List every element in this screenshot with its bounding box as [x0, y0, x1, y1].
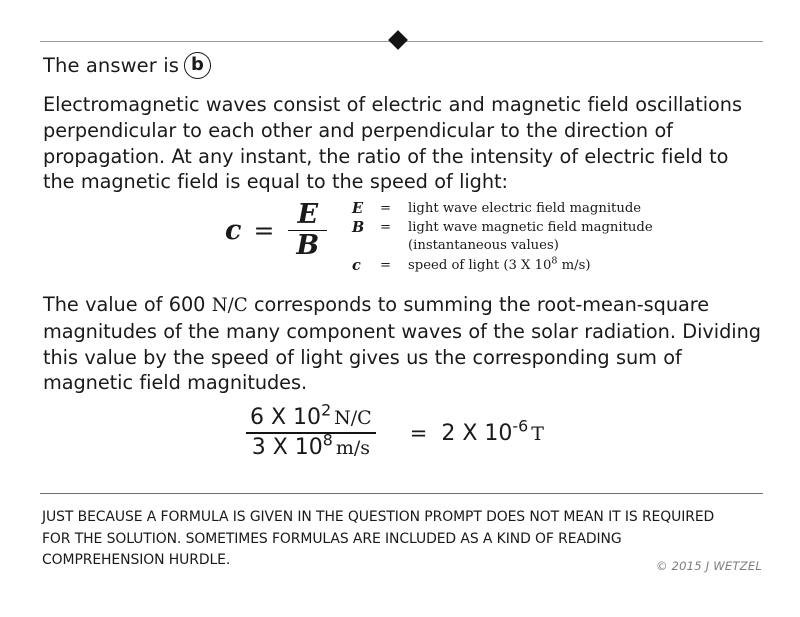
bottom-divider-line [40, 493, 763, 494]
final-calculation [246, 400, 544, 462]
explanation-paragraph-1: Electromagnetic waves consist of electric and magnetic field oscillations perpendicular to each other and perpendicular to the direction of propagation. At any instant, the ratio of the intensity of electric field to the magnetic field is equal to the speed of light: [43, 93, 742, 194]
copyright-notice: © 2015 J WETZEL [655, 559, 762, 573]
legend-symbol-b: B [352, 218, 365, 236]
legend-equals-b: = [380, 219, 392, 235]
legend-desc-b: light wave magnetic field magnitude [408, 219, 653, 235]
legend-desc-c-post: m/s) [557, 257, 591, 273]
formula-equals-sign: = [253, 216, 275, 245]
legend-symbol-e: E [352, 200, 364, 217]
footnote-tip: JUST BECAUSE A FORMULA IS GIVEN IN THE QUESTION PROMPT DOES NOT MEAN IT IS REQUIRED FOR THE SOLUTION. SOMETIMES FORMULAS ARE INCLUDED AS A KIND OF READING COMPREHENSION HURDLE. [42, 508, 715, 568]
legend-row-e [352, 201, 653, 220]
symbol-legend [352, 201, 653, 276]
calculation-numerator-pre: 6 X 10 [250, 405, 322, 430]
paragraph-2-unit: N/C [211, 295, 248, 316]
top-divider [40, 41, 763, 43]
legend-desc-c-pre: speed of light (3 X 10 [408, 257, 552, 273]
calculation-result-unit: T [531, 422, 544, 445]
legend-symbol-c: c [352, 256, 361, 274]
calculation-denominator [248, 430, 374, 462]
legend-row-note [352, 238, 653, 257]
calculation-denominator-exponent: 8 [322, 430, 333, 450]
paragraph-2-post: corresponds to summing the root-mean-square magnitudes of the many component waves of the solar radiation. Dividing this value by the speed of light gives us the corresponding sum of magnetic field magnitudes. [43, 293, 761, 395]
calculation-equals-sign: = [409, 421, 428, 445]
formula-numerator: E [297, 199, 319, 230]
calculation-numerator-unit: N/C [334, 407, 372, 429]
calculation-result [441, 416, 544, 446]
diamond-ornament-icon [388, 30, 408, 50]
legend-row-c [352, 257, 653, 277]
calculation-result-pre: 2 X 10 [441, 420, 513, 446]
paragraph-2-pre: The value of 600 [43, 293, 212, 316]
answer-label: The answer is [43, 53, 179, 77]
calculation-denominator-unit: m/s [335, 437, 371, 459]
calculation-denominator-pre: 3 X 10 [251, 435, 323, 460]
calculation-fraction [246, 400, 376, 462]
explanation-paragraph-2 [43, 292, 763, 396]
legend-equals-c: = [380, 257, 392, 273]
legend-desc-c [404, 257, 653, 277]
formula-denominator: B [296, 230, 320, 261]
answer-choice-badge: b [184, 52, 211, 79]
calculation-numerator [246, 400, 376, 432]
legend-desc-note: (instantaneous values) [408, 238, 559, 253]
legend-equals-e: = [380, 201, 392, 216]
legend-desc-c-exponent: 8 [551, 255, 558, 267]
calculation-result-exponent: -6 [512, 416, 529, 436]
formula-fraction [288, 200, 327, 261]
legend-row-b [352, 220, 653, 239]
legend-symbol-note [352, 238, 378, 257]
legend-equals-note [378, 238, 404, 257]
calculation-numerator-exponent: 2 [321, 400, 332, 420]
formula-c-equals-e-over-b [225, 200, 327, 261]
formula-lhs: c [225, 215, 242, 246]
legend-desc-e: light wave electric field magnitude [408, 201, 642, 216]
answer-line [43, 52, 211, 79]
